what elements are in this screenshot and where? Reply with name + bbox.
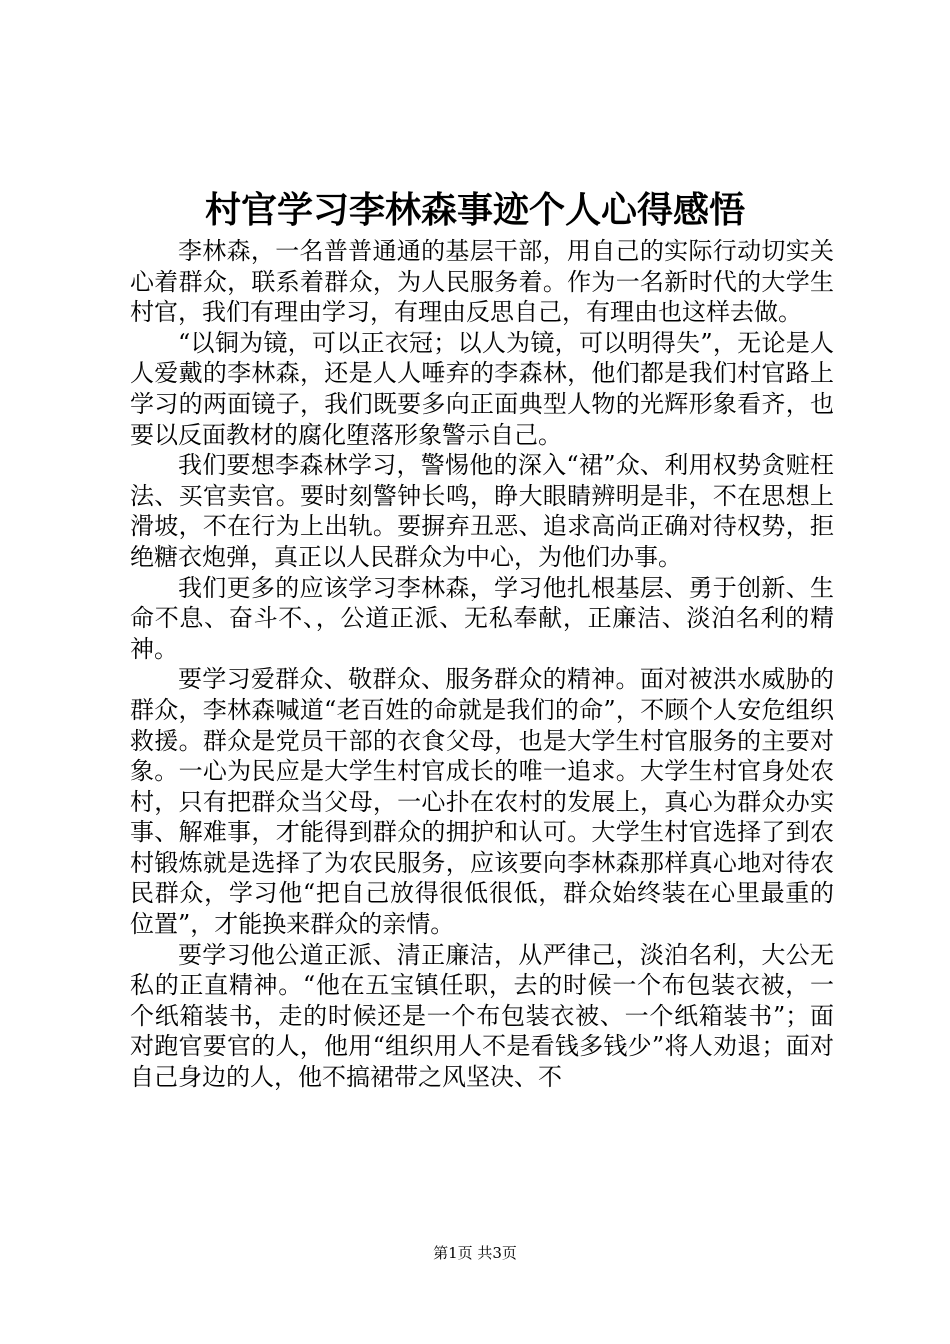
paragraph: 要学习爱群众、敬群众、服务群众的精神。面对被洪水威胁的群众，李林森喊道“老百姓的命就是我们的命”，不顾个人安危组织救援。群众是党员干部的衣食父母，也是大学生村官服务的主要对象。一心为民应是大学生村官成长的唯一追求。大学生村官身处农村，只有把群众当父母，一心扑在农村的发展上，真心为群众办实事、解难事，才能得到群众的拥护和认可。大学生村官选择了到农村锻炼就是选择了为农民服务，应该要向李林森那样真心地对待农民群众，学习他“把自己放得很低很低，群众始终装在心里最重的位置”，才能换来群众的亲情。 — [130, 665, 834, 939]
paragraph: 李林森，一名普普通通的基层干部，用自己的实际行动切实关心着群众，联系着群众，为人民服务着。作为一名新时代的大学生村官，我们有理由学习，有理由反思自己，有理由也这样去做。 — [130, 237, 834, 327]
paragraph: 要学习他公道正派、清正廉洁，从严律己，淡泊名利，大公无私的正直精神。“他在五宝镇任职，去的时候一个布包装衣被，一个纸箱装书，走的时候还是一个布包装衣被、一个纸箱装书”；面对跑官要官的人，他用“组织用人不是看钱多钱少”将人劝退；面对自己身边的人，他不搞裙带之风坚决、不 — [130, 940, 834, 1092]
page-footer: 第1页 共3页 — [433, 1244, 517, 1262]
paragraph: “以铜为镜，可以正衣冠；以人为镜，可以明得失”，无论是人人爱戴的李林森，还是人人唾弃的李森林，他们都是我们村官路上学习的两面镜子，我们既要多向正面典型人物的光辉形象看齐，也要以反面教材的腐化堕落形象警示自己。 — [130, 328, 834, 449]
paragraph: 我们更多的应该学习李林森，学习他扎根基层、勇于创新、生命不息、奋斗不、，公道正派、无私奉献，正廉洁、淡泊名利的精神。 — [130, 573, 834, 663]
document-body — [130, 236, 834, 1093]
paragraph: 我们要想李森林学习，警惕他的深入“裙”众、利用权势贪赃枉法、买官卖官。要时刻警钟长鸣，睁大眼睛辨明是非，不在思想上滑坡，不在行为上出轨。要摒弃丑恶、追求高尚正确对待权势，拒绝糖衣炮弹，真正以人民群众为中心，为他们办事。 — [130, 451, 834, 571]
document-title: 村官学习李林森事迹个人心得感悟 — [204, 189, 745, 231]
